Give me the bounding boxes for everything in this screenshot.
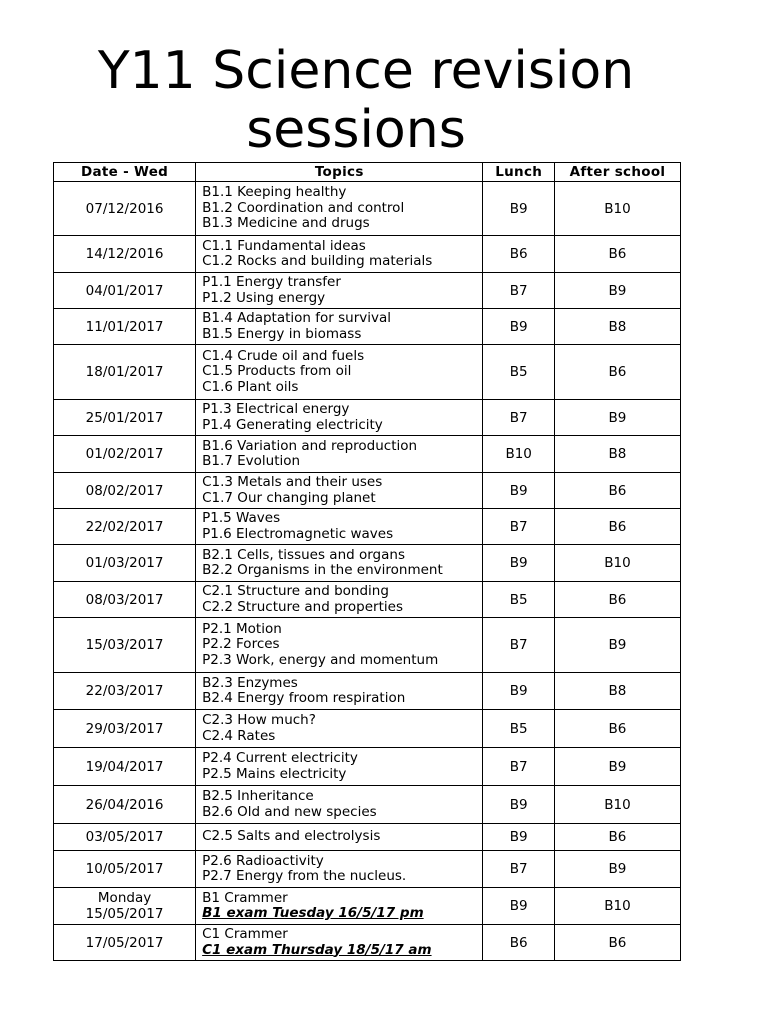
topics-cell: [196, 273, 483, 309]
date-cell: [54, 618, 196, 673]
table-row: [54, 824, 681, 851]
topic-line: C2.1 Structure and bonding: [202, 583, 389, 599]
lunch-room-cell: B9: [483, 473, 555, 509]
after-school-room-cell: B9: [554, 618, 680, 673]
date-cell: [54, 673, 196, 710]
topics-cell: [196, 345, 483, 400]
topic-line: C1.5 Products from oil: [202, 363, 352, 380]
lunch-room-cell: B6: [483, 236, 555, 273]
date-line: 01/03/2017: [85, 555, 164, 571]
after-school-room-cell: B6: [554, 345, 680, 400]
topic-line: P1.5 Waves: [202, 510, 281, 526]
after-school-room-cell: B6: [554, 710, 680, 748]
date-cell: [54, 509, 196, 545]
topic-line: P2.3 Work, energy and momentum: [202, 651, 439, 668]
date-line: 03/05/2017: [85, 829, 164, 845]
topics-cell: [196, 673, 483, 710]
topics-cell: [196, 824, 483, 851]
topic-line: C1.1 Fundamental ideas: [202, 237, 366, 254]
after-school-room-cell: B8: [554, 673, 680, 710]
topic-line: P1.6 Electromagnetic waves: [202, 525, 394, 542]
topic-line: B1.6 Variation and reproduction: [202, 437, 418, 454]
after-school-room-cell: B6: [554, 925, 680, 961]
topics-cell: [196, 710, 483, 748]
header-row: [54, 163, 681, 182]
date-line: 14/12/2016: [85, 246, 164, 262]
date-cell: [54, 545, 196, 582]
header-after-school: After school: [554, 163, 680, 182]
date-cell: [54, 786, 196, 824]
lunch-room-cell: B9: [483, 545, 555, 582]
lunch-room-cell: B9: [483, 786, 555, 824]
after-school-room-cell: B9: [554, 851, 680, 888]
date-line: Monday: [97, 890, 152, 906]
topics-cell: [196, 400, 483, 436]
topic-line: B2.2 Organisms in the environment: [202, 562, 443, 578]
after-school-room-cell: B6: [554, 473, 680, 509]
date-line: 19/04/2017: [85, 758, 164, 775]
date-line: 15/05/2017: [85, 906, 164, 922]
lunch-room-cell: B7: [483, 748, 555, 786]
date-line: 22/03/2017: [85, 683, 164, 699]
date-line: 15/03/2017: [85, 637, 164, 653]
table-row: [54, 673, 681, 710]
topics-cell: [196, 748, 483, 786]
date-cell: [54, 851, 196, 888]
lunch-room-cell: B5: [483, 582, 555, 618]
date-line: 17/05/2017: [85, 934, 164, 951]
topic-line: C2.2 Structure and properties: [202, 598, 403, 615]
table-row: [54, 851, 681, 888]
after-school-room-cell: B10: [554, 182, 680, 236]
topic-line: P2.5 Mains electricity: [202, 765, 347, 782]
revision-table: [53, 162, 681, 961]
table-row: [54, 345, 681, 400]
lunch-room-cell: B9: [483, 888, 555, 925]
date-cell: [54, 748, 196, 786]
topic-line: C2.5 Salts and electrolysis: [202, 828, 381, 845]
after-school-room-cell: B9: [554, 400, 680, 436]
topics-cell: [196, 618, 483, 673]
lunch-room-cell: B7: [483, 509, 555, 545]
table-row: [54, 710, 681, 748]
date-line: 25/01/2017: [85, 409, 164, 426]
topic-line: C1.3 Metals and their uses: [202, 474, 383, 490]
lunch-room-cell: B9: [483, 673, 555, 710]
topic-line: P2.4 Current electricity: [202, 750, 358, 766]
topic-line: B1.2 Coordination and control: [202, 199, 405, 216]
header-lunch: Lunch: [483, 163, 555, 182]
after-school-room-cell: B6: [554, 509, 680, 545]
date-cell: [54, 582, 196, 618]
topic-line: P2.6 Radioactivity: [202, 852, 324, 869]
topic-line: C1.4 Crude oil and fuels: [202, 347, 365, 364]
date-cell: [54, 309, 196, 345]
topic-line: P2.2 Forces: [202, 636, 280, 653]
table-row: [54, 309, 681, 345]
lunch-room-cell: B7: [483, 400, 555, 436]
topics-cell: [196, 309, 483, 345]
date-line: 04/01/2017: [85, 282, 164, 299]
topic-line: P2.7 Energy from the nucleus.: [202, 868, 407, 884]
topic-line: P1.4 Generating electricity: [202, 416, 383, 433]
title-block: [0, 0, 768, 160]
date-cell: [54, 182, 196, 236]
date-line: 07/12/2016: [85, 200, 164, 217]
lunch-room-cell: B5: [483, 345, 555, 400]
lunch-room-cell: B9: [483, 824, 555, 851]
exam-note: C1 exam Thursday 18/5/17 am: [202, 941, 432, 958]
after-school-room-cell: B8: [554, 436, 680, 473]
lunch-room-cell: B7: [483, 618, 555, 673]
date-line: 22/02/2017: [85, 518, 164, 535]
date-cell: [54, 400, 196, 436]
topic-line: B1 Crammer: [202, 889, 288, 906]
page-title-line-2: sessions: [246, 100, 466, 160]
topic-line: B2.4 Energy froom respiration: [202, 690, 406, 706]
date-line: 10/05/2017: [85, 861, 164, 877]
topic-line: B1.3 Medicine and drugs: [202, 215, 370, 232]
date-cell: [54, 273, 196, 309]
lunch-room-cell: B7: [483, 273, 555, 309]
date-line: 11/01/2017: [85, 318, 164, 335]
topic-line: P1.1 Energy transfer: [202, 274, 341, 290]
topic-line: B1.5 Energy in biomass: [202, 325, 362, 342]
topic-line: B1.4 Adaptation for survival: [202, 310, 392, 326]
date-cell: [54, 436, 196, 473]
date-cell: [54, 236, 196, 273]
after-school-room-cell: B9: [554, 273, 680, 309]
topics-cell: [196, 473, 483, 509]
header-topics: Topics: [196, 163, 483, 182]
date-line: 26/04/2016: [85, 796, 164, 813]
date-cell: [54, 925, 196, 961]
topics-cell: [196, 851, 483, 888]
topics-cell: [196, 786, 483, 824]
date-cell: [54, 710, 196, 748]
after-school-room-cell: B10: [554, 888, 680, 925]
date-line: 29/03/2017: [85, 720, 164, 737]
topic-line: B2.5 Inheritance: [202, 788, 314, 804]
topics-cell: [196, 545, 483, 582]
topic-line: C2.4 Rates: [202, 727, 276, 744]
topics-cell: [196, 236, 483, 273]
date-line: 18/01/2017: [85, 364, 164, 380]
date-line: 08/02/2017: [85, 482, 164, 499]
table-row: [54, 786, 681, 824]
topic-line: P1.3 Electrical energy: [202, 401, 350, 417]
topic-line: C1.6 Plant oils: [202, 378, 299, 395]
topics-cell: [196, 436, 483, 473]
table-row: [54, 473, 681, 509]
topics-cell: [196, 888, 483, 925]
topic-line: B2.3 Enzymes: [202, 674, 298, 691]
table-row: [54, 748, 681, 786]
lunch-room-cell: B5: [483, 710, 555, 748]
table-row: [54, 509, 681, 545]
lunch-room-cell: B9: [483, 309, 555, 345]
topic-line: P2.1 Motion: [202, 620, 282, 637]
after-school-room-cell: B8: [554, 309, 680, 345]
topics-cell: [196, 925, 483, 961]
topics-cell: [196, 509, 483, 545]
lunch-room-cell: B6: [483, 925, 555, 961]
table-row: [54, 888, 681, 925]
after-school-room-cell: B10: [554, 545, 680, 582]
topic-line: B1.7 Evolution: [202, 453, 301, 469]
topics-cell: [196, 582, 483, 618]
topic-line: B2.6 Old and new species: [202, 803, 377, 820]
after-school-room-cell: B6: [554, 824, 680, 851]
table-row: [54, 618, 681, 673]
topic-line: P1.2 Using energy: [202, 289, 326, 306]
after-school-room-cell: B9: [554, 748, 680, 786]
topic-line: C2.3 How much?: [202, 712, 316, 728]
date-cell: [54, 888, 196, 925]
page-title-line-1: Y11 Science revision: [97, 41, 635, 101]
lunch-room-cell: B7: [483, 851, 555, 888]
topic-line: C1.2 Rocks and building materials: [202, 253, 433, 269]
date-line: 08/03/2017: [85, 591, 164, 608]
table-row: [54, 236, 681, 273]
lunch-room-cell: B10: [483, 436, 555, 473]
exam-note: B1 exam Tuesday 16/5/17 pm: [202, 905, 424, 921]
table-body: [54, 182, 681, 961]
table-row: [54, 545, 681, 582]
topic-line: C1 Crammer: [202, 926, 288, 942]
date-cell: [54, 345, 196, 400]
topic-line: B1.1 Keeping healthy: [202, 184, 347, 201]
table-row: [54, 400, 681, 436]
topic-line: B2.1 Cells, tissues and organs: [202, 546, 405, 563]
after-school-room-cell: B10: [554, 786, 680, 824]
date-line: 01/02/2017: [85, 446, 164, 462]
after-school-room-cell: B6: [554, 236, 680, 273]
topic-line: C1.7 Our changing planet: [202, 489, 376, 506]
header-date: Date - Wed: [54, 163, 196, 182]
date-cell: [54, 824, 196, 851]
lunch-room-cell: B9: [483, 182, 555, 236]
after-school-room-cell: B6: [554, 582, 680, 618]
table-row: [54, 436, 681, 473]
table-row: [54, 925, 681, 961]
table-row: [54, 582, 681, 618]
date-cell: [54, 473, 196, 509]
table-row: [54, 273, 681, 309]
topics-cell: [196, 182, 483, 236]
table-row: [54, 182, 681, 236]
